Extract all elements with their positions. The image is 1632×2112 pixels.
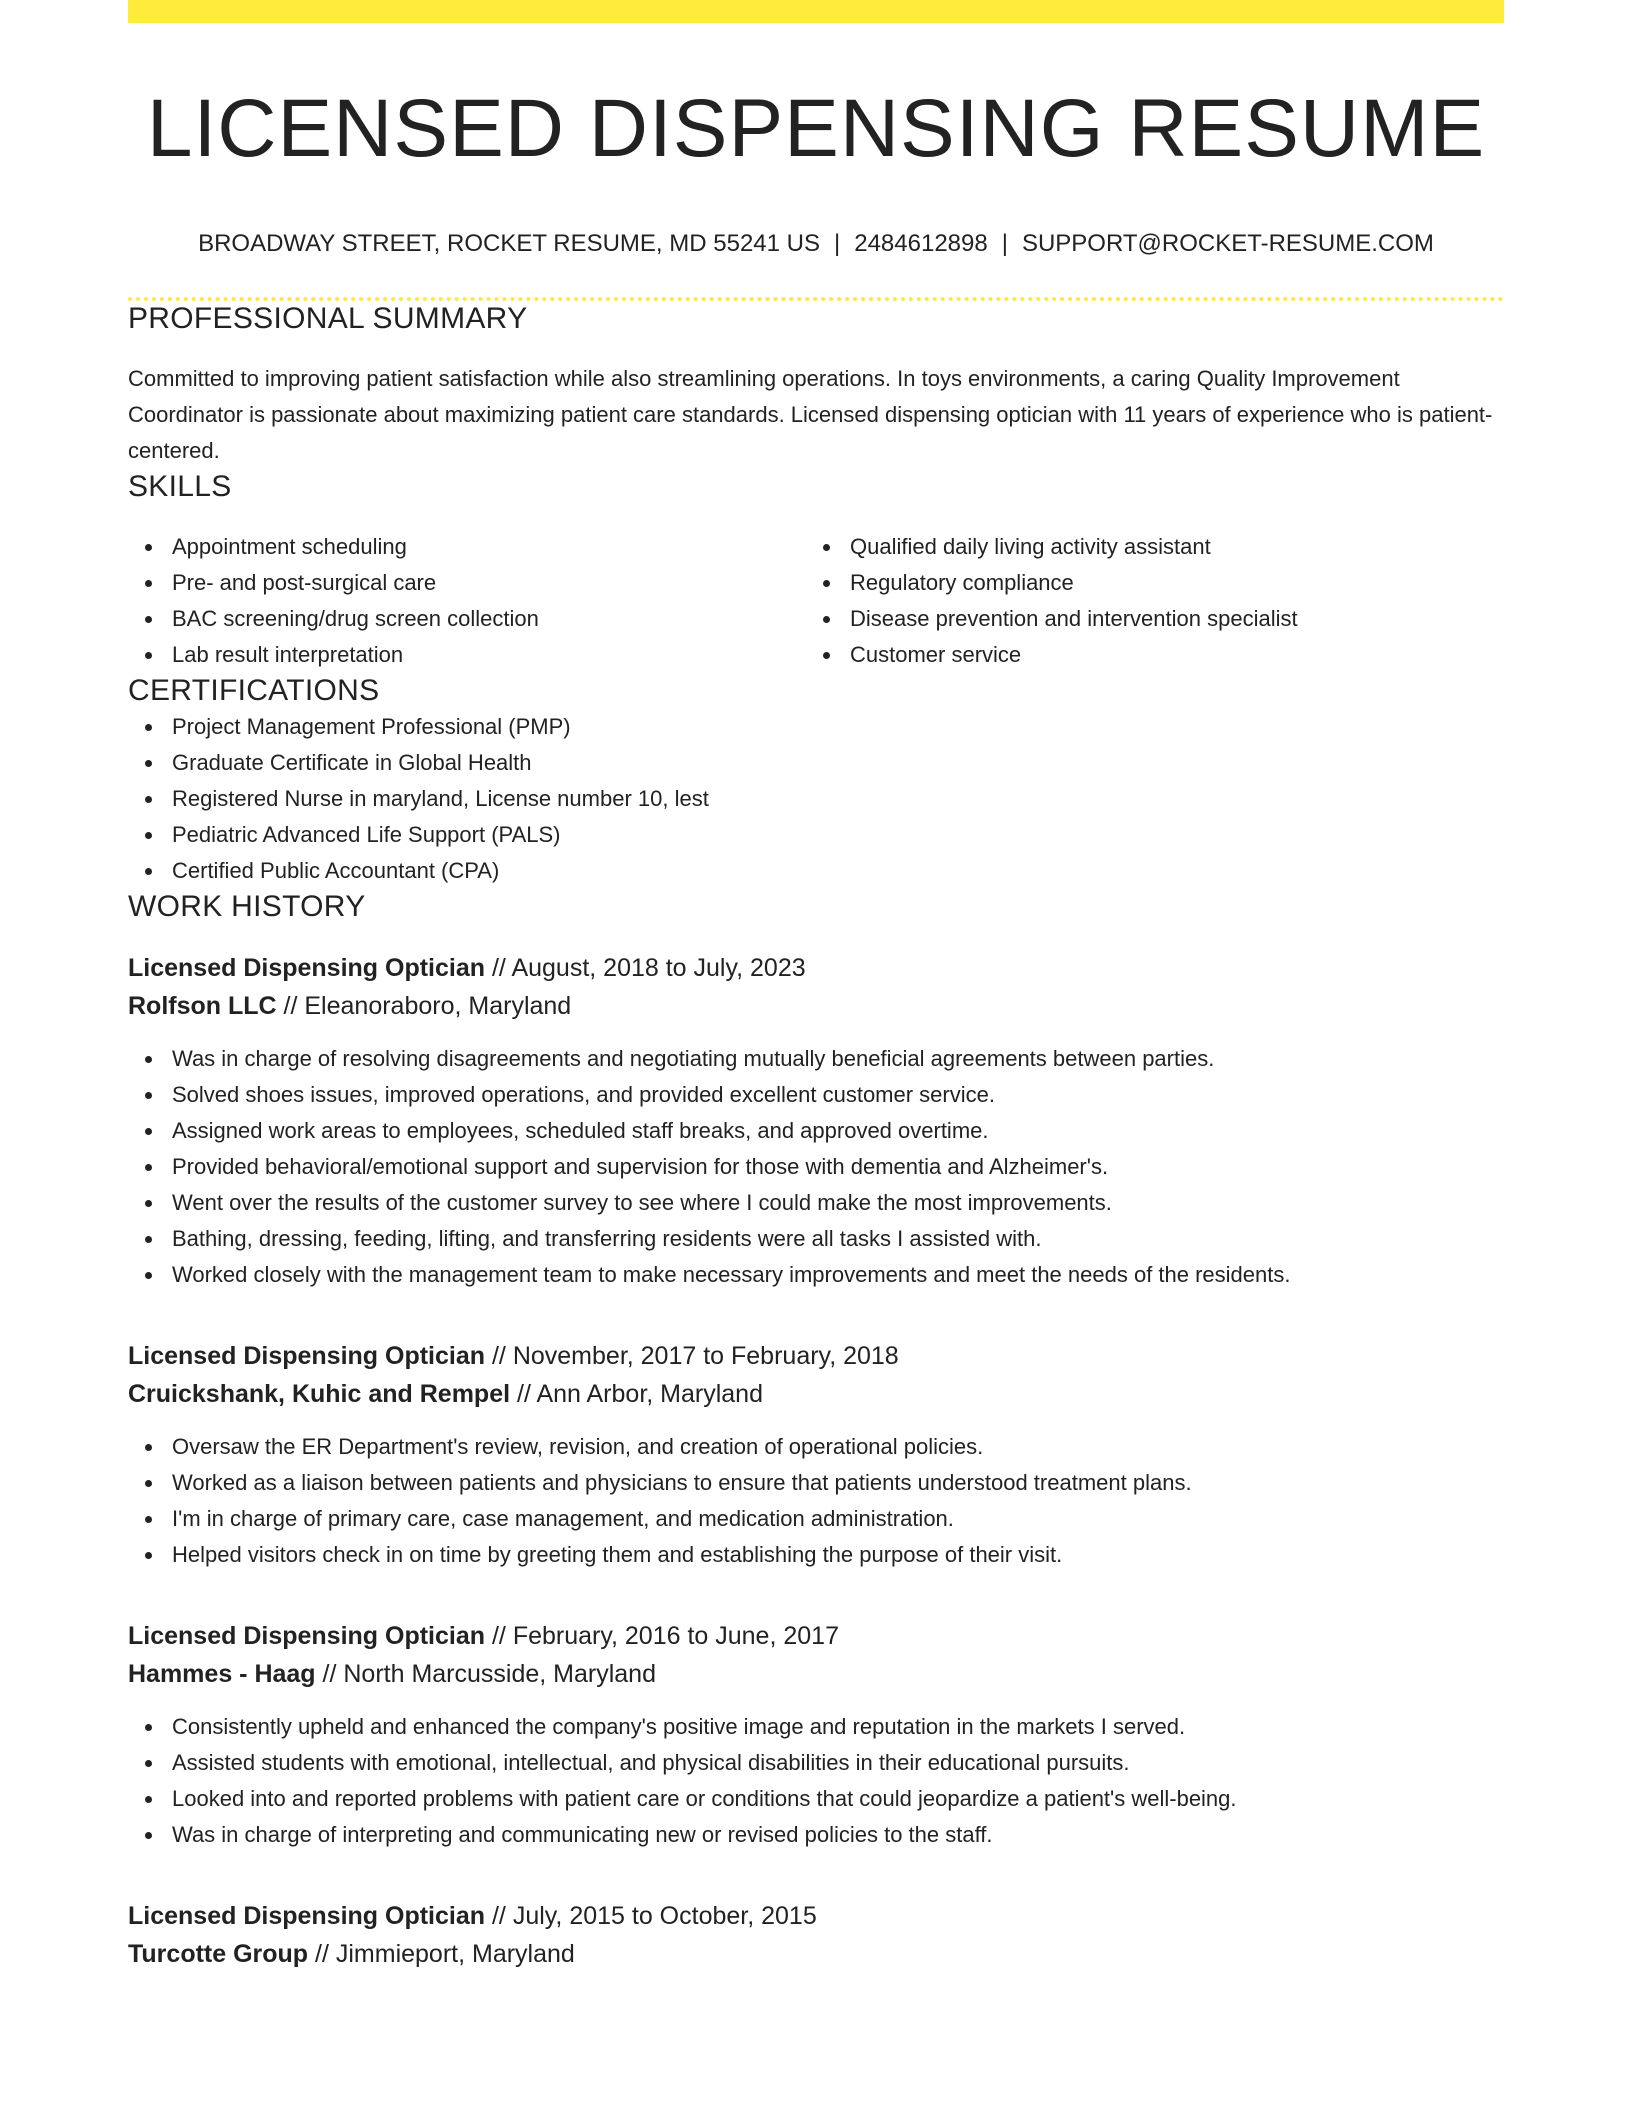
job-duty: Oversaw the ER Department's review, revision, and creation of operational policies.: [128, 1429, 1504, 1465]
job-title: Licensed Dispensing Optician: [128, 1621, 486, 1650]
job-title: Licensed Dispensing Optician: [128, 1341, 486, 1370]
section-heading: PROFESSIONAL SUMMARY: [128, 301, 528, 335]
accent-bar: [128, 0, 1504, 23]
job-duty: Worked as a liaison between patients and physicians to ensure that patients understood treatment plans.: [128, 1465, 1504, 1501]
job-company-line: [128, 1375, 1504, 1413]
job-company: Hammes - Haag: [128, 1659, 316, 1688]
skills-list-left: [128, 529, 806, 673]
job-company: Cruickshank, Kuhic and Rempel: [128, 1379, 511, 1408]
job-title-line: [128, 1617, 1504, 1655]
job-duty: Provided behavioral/emotional support and supervision for those with dementia and Alzheimer's.: [128, 1149, 1504, 1185]
resume-title: LICENSED DISPENSING RESUME: [146, 83, 1486, 174]
contact-separator: |: [1001, 230, 1008, 258]
job-company: Rolfson LLC: [128, 991, 277, 1020]
summary-text: Committed to improving patient satisfaction while also streamlining operations. In toys environments, a caring Quality Improvement Coordinator is passionate about maximizing patient care standards. Licensed dispensing optician with 11 years of experience who is patient-centered.: [128, 365, 1493, 463]
certification-item: Certified Public Accountant (CPA): [128, 853, 1504, 889]
job-duty: Bathing, dressing, feeding, lifting, and transferring residents were all tasks I assisted with.: [128, 1221, 1504, 1257]
skills-list-right: [806, 529, 1484, 673]
job-duty: Was in charge of resolving disagreements and negotiating mutually beneficial agreements between parties.: [128, 1041, 1504, 1077]
job-duties: [128, 1041, 1504, 1293]
section-heading: WORK HISTORY: [128, 889, 366, 923]
job-duty: Looked into and reported problems with patient care or conditions that could jeopardize a patient's well-being.: [128, 1781, 1504, 1817]
job-company-line: [128, 987, 1504, 1025]
job-duty: Worked closely with the management team to make necessary improvements and meet the needs of the residents.: [128, 1257, 1504, 1293]
contact-address: BROADWAY STREET, ROCKET RESUME, MD 55241 US: [198, 230, 820, 258]
contact-separator: |: [834, 230, 841, 258]
job-title-line: [128, 1337, 1504, 1375]
skill-item: Disease prevention and intervention specialist: [806, 601, 1484, 637]
work-history-section: [128, 889, 1504, 1973]
job-dates: // February, 2016 to June, 2017: [491, 1621, 839, 1650]
certifications-section: [128, 673, 1504, 889]
skill-item: BAC screening/drug screen collection: [128, 601, 806, 637]
resume-page: [128, 0, 1504, 1973]
job-entry: [128, 949, 1504, 1293]
job-company: Turcotte Group: [128, 1939, 309, 1968]
job-location: // Jimmieport, Maryland: [315, 1939, 575, 1968]
job-title: Licensed Dispensing Optician: [128, 953, 486, 982]
section-heading: CERTIFICATIONS: [128, 673, 380, 707]
job-duty: Assisted students with emotional, intellectual, and physical disabilities in their educational pursuits.: [128, 1745, 1504, 1781]
contact-email: SUPPORT@ROCKET-RESUME.COM: [1021, 230, 1434, 258]
job-duty: Consistently upheld and enhanced the company's positive image and reputation in the markets I served.: [128, 1709, 1504, 1745]
job-title: Licensed Dispensing Optician: [128, 1901, 486, 1930]
certifications-list: [128, 709, 1504, 889]
section-heading: SKILLS: [128, 469, 232, 503]
job-duty: Helped visitors check in on time by greeting them and establishing the purpose of their visit.: [128, 1537, 1504, 1573]
skill-item: Pre- and post-surgical care: [128, 565, 806, 601]
skill-item: Regulatory compliance: [806, 565, 1484, 601]
job-dates: // July, 2015 to October, 2015: [491, 1901, 817, 1930]
job-entry: [128, 1337, 1504, 1573]
job-entry: [128, 1617, 1504, 1853]
job-location: // Eleanoraboro, Maryland: [283, 991, 572, 1020]
skill-item: Customer service: [806, 637, 1484, 673]
skills-section: [128, 469, 1504, 673]
certification-item: Pediatric Advanced Life Support (PALS): [128, 817, 1504, 853]
job-entry: [128, 1897, 1504, 1973]
job-duties: [128, 1709, 1504, 1853]
job-title-line: [128, 1897, 1504, 1935]
skill-item: Appointment scheduling: [128, 529, 806, 565]
contact-phone: 2484612898: [854, 230, 988, 258]
professional-summary-section: [128, 301, 1504, 469]
skill-item: Qualified daily living activity assistant: [806, 529, 1484, 565]
job-location: // Ann Arbor, Maryland: [517, 1379, 763, 1408]
certification-item: Project Management Professional (PMP): [128, 709, 1504, 745]
job-duty: Solved shoes issues, improved operations, and provided excellent customer service.: [128, 1077, 1504, 1113]
job-duty: Was in charge of interpreting and communicating new or revised policies to the staff.: [128, 1817, 1504, 1853]
job-duty: Went over the results of the customer survey to see where I could make the most improvements.: [128, 1185, 1504, 1221]
certification-item: Graduate Certificate in Global Health: [128, 745, 1504, 781]
job-duty: I'm in charge of primary care, case management, and medication administration.: [128, 1501, 1504, 1537]
job-title-line: [128, 949, 1504, 987]
job-location: // North Marcusside, Maryland: [322, 1659, 656, 1688]
job-dates: // November, 2017 to February, 2018: [491, 1341, 899, 1370]
job-duties: [128, 1429, 1504, 1573]
skill-item: Lab result interpretation: [128, 637, 806, 673]
skills-grid: [128, 529, 1504, 673]
certification-item: Registered Nurse in maryland, License number 10, lest: [128, 781, 1504, 817]
contact-line: [128, 230, 1504, 259]
job-dates: // August, 2018 to July, 2023: [491, 953, 806, 982]
job-company-line: [128, 1655, 1504, 1693]
job-company-line: [128, 1935, 1504, 1973]
job-duty: Assigned work areas to employees, scheduled staff breaks, and approved overtime.: [128, 1113, 1504, 1149]
